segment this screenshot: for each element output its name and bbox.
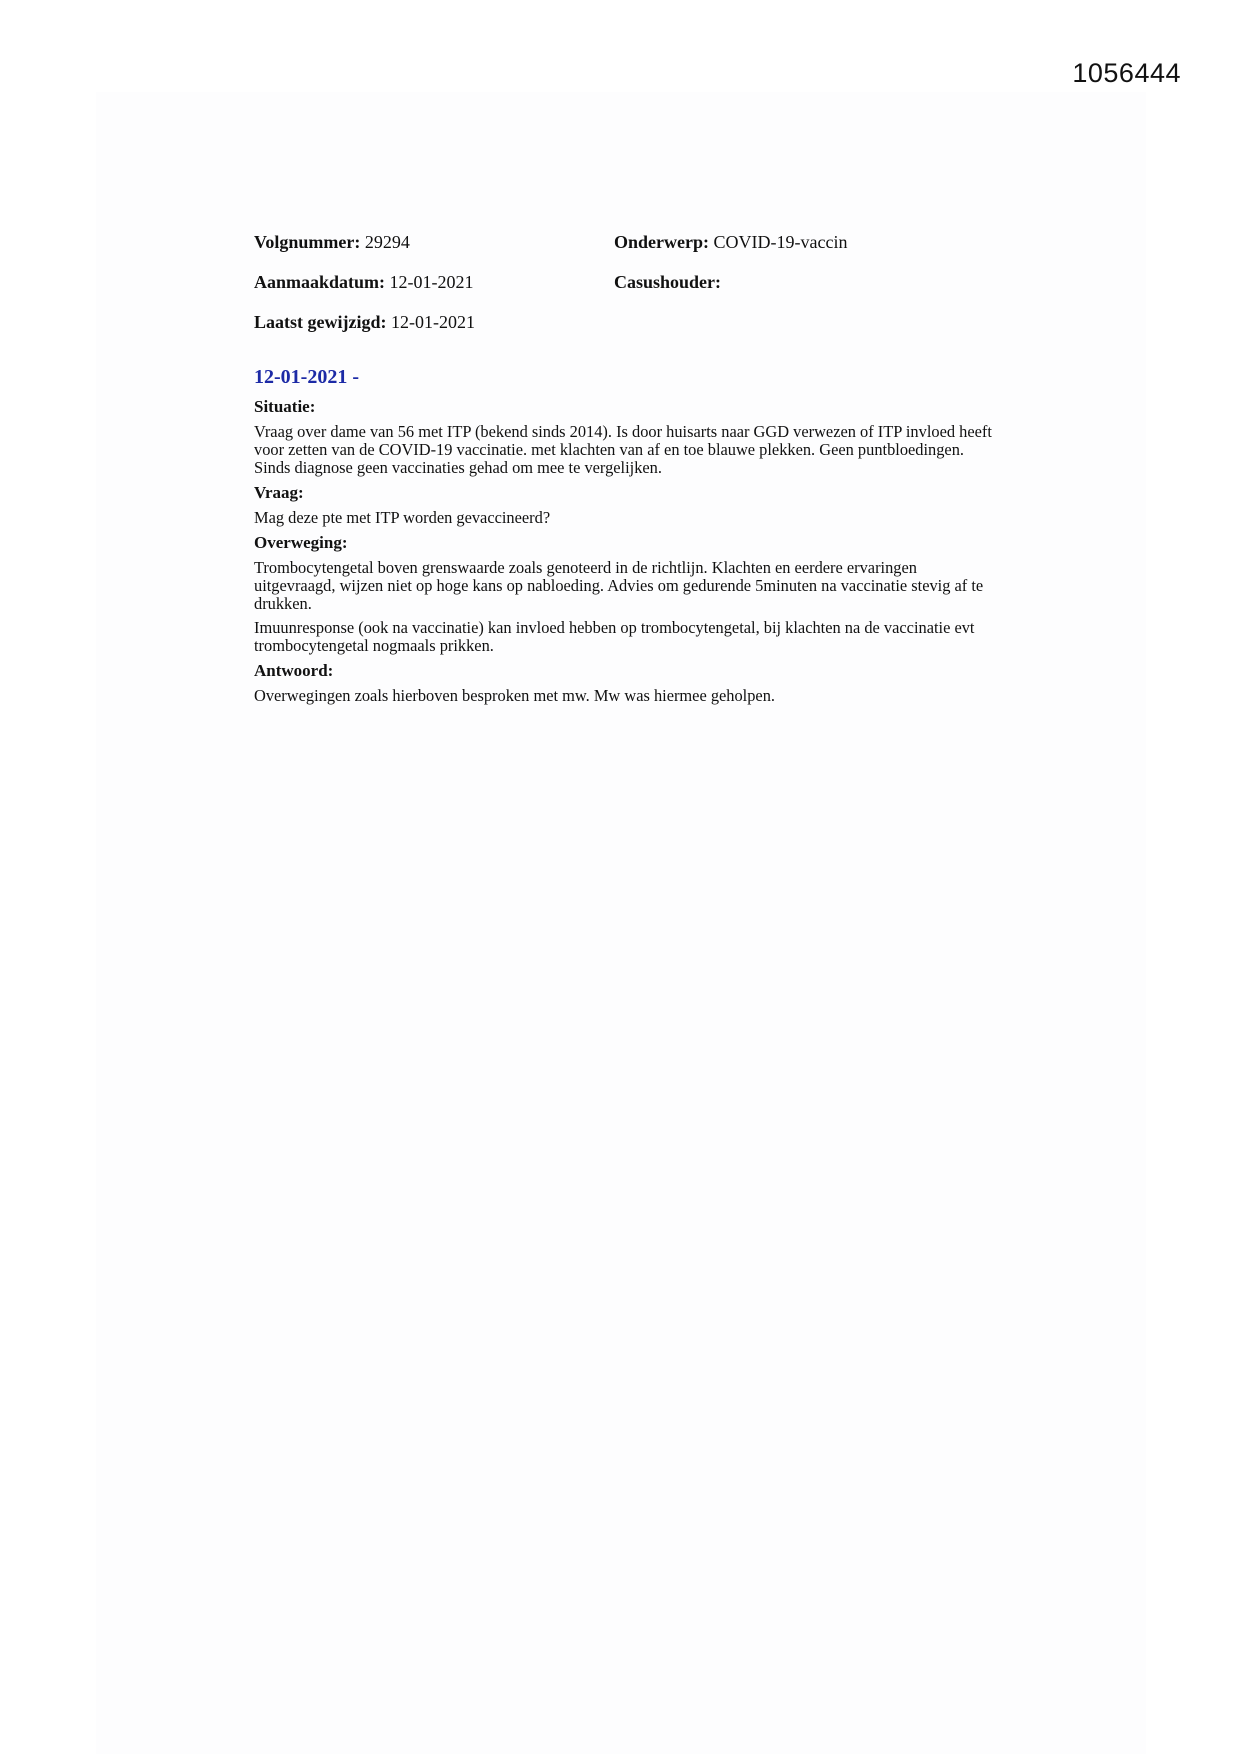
situatie-text: Vraag over dame van 56 met ITP (bekend sinds 2014). Is door huisarts naar GGD verwezen of ITP invloed heeft voor zetten van de COVID-19 vaccinatie. met klachten van af en toe blauwe plekken. Geen puntbloedingen. Sinds diagnose geen vaccinaties gehad om mee te vergelijken. (254, 422, 992, 477)
aanmaakdatum-value: 12-01-2021 (389, 272, 474, 292)
casushouder-label: Casushouder: (614, 272, 722, 292)
onderwerp-label: Onderwerp: (614, 232, 709, 252)
vraag-heading: Vraag: (254, 483, 304, 502)
overweging-heading: Overweging: (254, 533, 348, 552)
volgnummer-field (254, 232, 614, 252)
laatst-gewijzigd-value: 12-01-2021 (390, 312, 475, 332)
entry-date-heading: 12-01-2021 - (254, 366, 359, 388)
aanmaakdatum-label: Aanmaakdatum: (254, 272, 386, 292)
volgnummer-label: Volgnummer: (254, 232, 361, 252)
laatst-gewijzigd-label: Laatst gewijzigd: (254, 312, 387, 332)
aanmaakdatum-field (254, 272, 614, 292)
overweging-text: Trombocytengetal boven grenswaarde zoals genoteerd in de richtlijn. Klachten en eerdere ervaringen uitgevraagd, wijzen niet op hoge kans op nabloeding. Advies om gedurende 5minuten na vaccinatie stevig af te drukken. (254, 558, 984, 613)
volgnummer-value: 29294 (364, 232, 410, 252)
laatst-gewijzigd-field (254, 312, 614, 332)
casushouder-field (614, 272, 994, 292)
meta-row (254, 232, 994, 252)
meta-row (254, 312, 994, 332)
meta-row (254, 272, 994, 292)
antwoord-heading: Antwoord: (254, 661, 334, 680)
case-metadata (254, 232, 994, 352)
antwoord-text: Overwegingen zoals hierboven besproken met mw. Mw was hiermee geholpen. (254, 686, 776, 705)
document-number: 1056444 (1072, 58, 1181, 88)
situatie-heading: Situatie: (254, 397, 316, 416)
vraag-text: Mag deze pte met ITP worden gevaccineerd? (254, 508, 551, 527)
onderwerp-value: COVID-19-vaccin (713, 232, 848, 252)
overweging-text: Imuunresponse (ook na vaccinatie) kan invloed hebben op trombocytengetal, bij klachten na de vaccinatie evt trombocytengetal nogmaals prikken. (254, 618, 975, 655)
case-entry (254, 366, 999, 711)
onderwerp-field (614, 232, 994, 252)
